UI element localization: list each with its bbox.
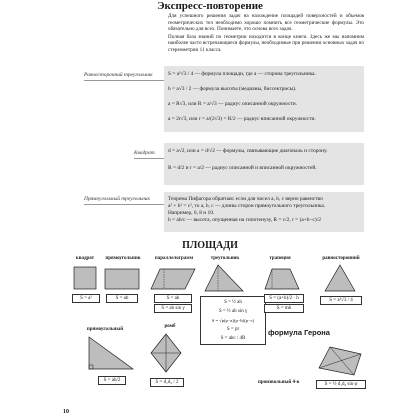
label-rectangle: прямоугольник <box>105 256 141 261</box>
formula-equilateral: S = a²√3 / 4 <box>320 296 362 305</box>
formula-triangle-5: S = abc / 4R <box>220 336 246 341</box>
parallelogram-shape <box>150 268 196 290</box>
formula-line: S = a²√3 / 4 — формула площади, где a — сторона треугольника. <box>168 71 316 77</box>
section-label-right-triangle: Прямоугольный треугольник <box>84 196 151 202</box>
formula-rectangle: S = ab <box>106 294 138 303</box>
formula-line: a = R√3, или R = a/√3 — радиус описанной окружности. <box>168 101 297 107</box>
formula-parallelogram-1: S = ah <box>154 294 192 303</box>
formula-line: a = 2r√3, или r = a/(2√3) = R/2 — радиус вписанной окружности. <box>168 116 316 122</box>
label-parallelogram: параллелограмм <box>154 256 194 261</box>
section-divider <box>84 204 164 205</box>
formula-line: d = a√2, или a = d/√2 — формулы, связывающие диагональ и сторону. <box>168 148 328 154</box>
square-shape <box>73 266 97 290</box>
formula-line: a² + b² = c², то a, b, c — длины сторон прямоугольного треугольника. <box>168 203 326 209</box>
formula-right-triangle: S = ab/2 <box>98 376 126 385</box>
label-trapezoid: трапеция <box>269 256 291 261</box>
label-right-triangle: прямоугольный <box>86 327 124 332</box>
intro-text-2: Полная база знаний по геометрии находится в конце книги. Здесь же мы напомним наиболее часто встречающиеся формулы, необходимые при решении основных задач по стереометрии 11 класса. <box>168 33 364 53</box>
equilateral-shape <box>324 264 356 292</box>
triangle-shape <box>204 264 244 292</box>
intro-text: Для успешного решения задач на нахождение площадей поверхностей и объемов геометрических тел необходимо хорошо помнить все геометрические формулы. Это обязательно для всех. Понимаете, это основа всех задач. <box>168 13 364 33</box>
section-label-equilateral: Равносторонний треугольник <box>84 72 153 78</box>
formula-quadrilateral: S = ½ d₁d₂ sin φ <box>316 380 366 389</box>
section-label-square: Квадрат <box>134 150 155 156</box>
formula-triangle-2: S = ½ ab sin γ <box>218 309 248 314</box>
formula-parallelogram-2: S = ab sin γ <box>154 304 192 313</box>
formula-line: Например, 6, 8 и 10. <box>168 210 215 216</box>
intro-paragraph <box>168 13 364 54</box>
formula-triangle-3: S = √p(p−a)(p−b)(p−c) <box>211 318 255 323</box>
formula-triangle-4: S = pr <box>226 327 240 332</box>
label-equilateral: равносторонний <box>322 256 360 261</box>
formula-line: h = a√3 / 2 — формула высоты (медианы, биссектрисы). <box>168 86 297 92</box>
label-triangle: треугольник <box>210 256 240 261</box>
trapezoid-shape <box>264 268 300 290</box>
formula-triangle-box <box>200 296 266 345</box>
formula-line: Теорема Пифагора обратная: если для чисел a, b, c верно равенство <box>168 196 323 202</box>
page-title: Экспресс-повторение <box>157 0 263 12</box>
formula-rhombus: S = d₁d₂ / 2 <box>150 378 184 387</box>
formula-lines-square <box>168 148 362 172</box>
right-triangle-shape <box>88 336 134 370</box>
formula-triangle-1: S = ½ ah <box>224 300 242 305</box>
label-rhombus: ромб <box>164 324 176 329</box>
formula-line: h = ab/c — высота, опущенная на гипотенузу, R = c/2, r = (a+b−c)/2 <box>168 217 321 223</box>
label-quadrilateral: произвольный 4-к <box>258 380 300 385</box>
rhombus-shape <box>150 333 182 373</box>
formula-trapezoid-1: S = (a+b)/2 · h <box>264 294 304 303</box>
rectangle-shape <box>104 268 140 290</box>
section-divider <box>84 80 164 81</box>
formula-line: R = d/2 и r = a/2 — радиус описанной и вписанной окружностей. <box>168 165 317 171</box>
formula-square: S = a² <box>72 294 100 303</box>
label-square: квадрат <box>75 256 95 261</box>
heron-formula-label: формула Герона <box>268 328 330 337</box>
areas-header: ПЛОЩАДИ <box>182 240 238 251</box>
formula-trapezoid-2: S = mh <box>264 304 304 313</box>
quadrilateral-shape <box>318 346 362 376</box>
formula-lines-equilateral <box>168 71 362 123</box>
formula-lines-right-triangle <box>168 196 362 224</box>
section-divider <box>134 158 164 159</box>
page-number: 10 <box>63 409 69 415</box>
